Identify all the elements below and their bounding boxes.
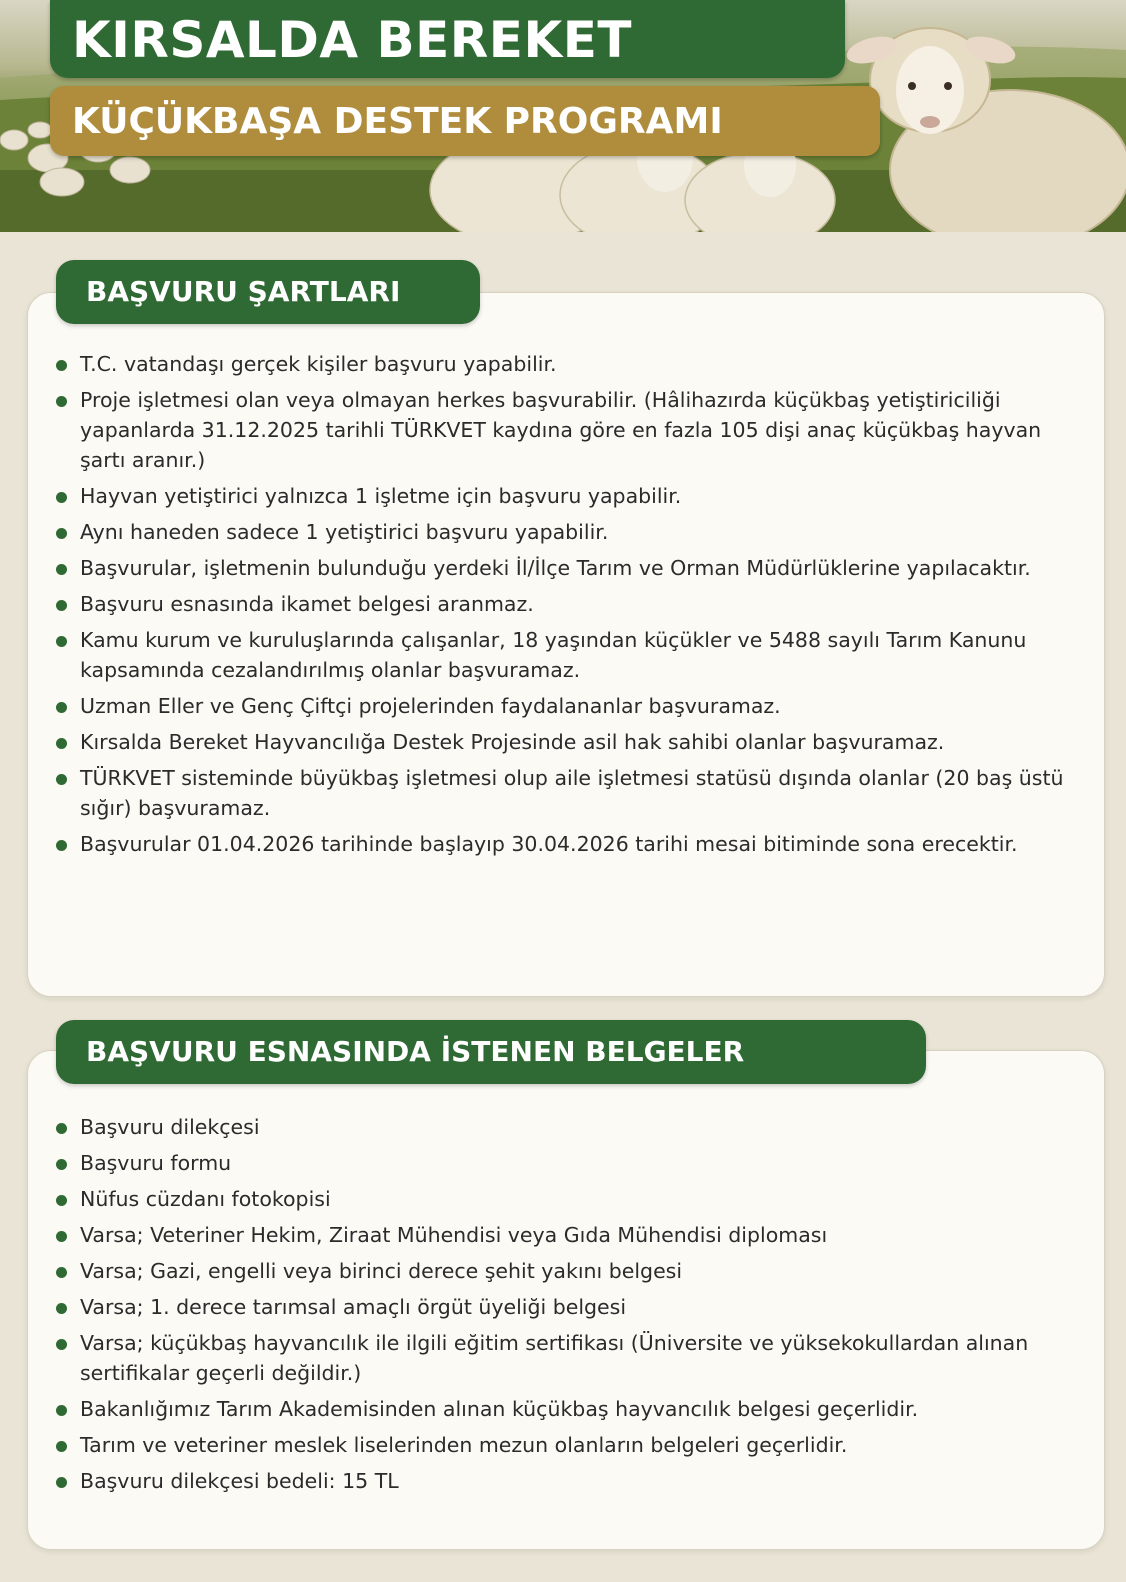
- list-item: Proje işletmesi olan veya olmayan herkes başvurabilir. (Hâlihazırda küçükbaş yetiştiriciliği yapanlarda 31.12.2025 tarihli TÜRKVET kaydına göre en fazla 105 dişi anaç küçükbaş hayvan şartı aranır.): [56, 385, 1066, 475]
- page-subtitle: KÜÇÜKBAŞA DESTEK PROGRAMI: [72, 101, 723, 142]
- list-item: Başvuru formu: [56, 1148, 1066, 1178]
- bullet-icon: [56, 492, 67, 503]
- bullet-icon: [56, 360, 67, 371]
- bullet-icon: [56, 1267, 67, 1278]
- list-item: Aynı haneden sadece 1 yetiştirici başvuru yapabilir.: [56, 517, 1066, 547]
- bullet-icon: [56, 1231, 67, 1242]
- bullet-icon: [56, 600, 67, 611]
- list-item: Kırsalda Bereket Hayvancılığa Destek Projesinde asil hak sahibi olanlar başvuramaz.: [56, 727, 1066, 757]
- list-item: Nüfus cüzdanı fotokopisi: [56, 1184, 1066, 1214]
- bullet-icon: [56, 564, 67, 575]
- bullet-icon: [56, 528, 67, 539]
- documents-heading-tab: [56, 1020, 926, 1084]
- bullet-icon: [56, 1195, 67, 1206]
- documents-heading: BAŞVURU ESNASINDA İSTENEN BELGELER: [86, 1035, 745, 1068]
- hero-banner: [0, 0, 1126, 232]
- bullet-icon: [56, 738, 67, 749]
- list-item: Bakanlığımız Tarım Akademisinden alınan küçükbaş hayvancılık belgesi geçerlidir.: [56, 1394, 1066, 1424]
- page-title: KIRSALDA BEREKET: [72, 11, 632, 69]
- list-item: Varsa; Gazi, engelli veya birinci derece şehit yakını belgesi: [56, 1256, 1066, 1286]
- bullet-icon: [56, 1123, 67, 1134]
- list-item: T.C. vatandaşı gerçek kişiler başvuru yapabilir.: [56, 349, 1066, 379]
- list-item: Uzman Eller ve Genç Çiftçi projelerinden faydalananlar başvuramaz.: [56, 691, 1066, 721]
- list-item: Varsa; küçükbaş hayvancılık ile ilgili eğitim sertifikası (Üniversite ve yüksekokullardan alınan sertifikalar geçerli değildir.): [56, 1328, 1066, 1388]
- list-item: Başvurular 01.04.2026 tarihinde başlayıp 30.04.2026 tarihi mesai bitiminde sona erecektir.: [56, 829, 1066, 859]
- bullet-icon: [56, 1477, 67, 1488]
- requirements-heading: BAŞVURU ŞARTLARI: [86, 275, 401, 308]
- bullet-icon: [56, 774, 67, 785]
- bullet-icon: [56, 840, 67, 851]
- list-item: Tarım ve veteriner meslek liselerinden mezun olanların belgeleri geçerlidir.: [56, 1430, 1066, 1460]
- bullet-icon: [56, 1303, 67, 1314]
- bullet-icon: [56, 1159, 67, 1170]
- list-item: TÜRKVET sisteminde büyükbaş işletmesi olup aile işletmesi statüsü dışında olanlar (20 baş üstü sığır) başvuramaz.: [56, 763, 1066, 823]
- bullet-icon: [56, 1441, 67, 1452]
- list-item: Varsa; 1. derece tarımsal amaçlı örgüt üyeliği belgesi: [56, 1292, 1066, 1322]
- list-item: Hayvan yetiştirici yalnızca 1 işletme için başvuru yapabilir.: [56, 481, 1066, 511]
- list-item: Başvuru dilekçesi: [56, 1112, 1066, 1142]
- bullet-icon: [56, 396, 67, 407]
- list-item: Başvurular, işletmenin bulunduğu yerdeki İl/İlçe Tarım ve Orman Müdürlüklerine yapılacaktır.: [56, 553, 1066, 583]
- requirements-list: [56, 349, 1066, 865]
- bullet-icon: [56, 1339, 67, 1350]
- list-item: Başvuru esnasında ikamet belgesi aranmaz.: [56, 589, 1066, 619]
- documents-list: [56, 1112, 1066, 1502]
- list-item: Varsa; Veteriner Hekim, Ziraat Mühendisi veya Gıda Mühendisi diploması: [56, 1220, 1066, 1250]
- requirements-heading-tab: [56, 260, 480, 324]
- list-item: Başvuru dilekçesi bedeli: 15 TL: [56, 1466, 1066, 1496]
- list-item: Kamu kurum ve kuruluşlarında çalışanlar, 18 yaşından küçükler ve 5488 sayılı Tarım Kanunu kapsamında cezalandırılmış olanlar başvuramaz.: [56, 625, 1066, 685]
- bullet-icon: [56, 1405, 67, 1416]
- bullet-icon: [56, 702, 67, 713]
- bullet-icon: [56, 636, 67, 647]
